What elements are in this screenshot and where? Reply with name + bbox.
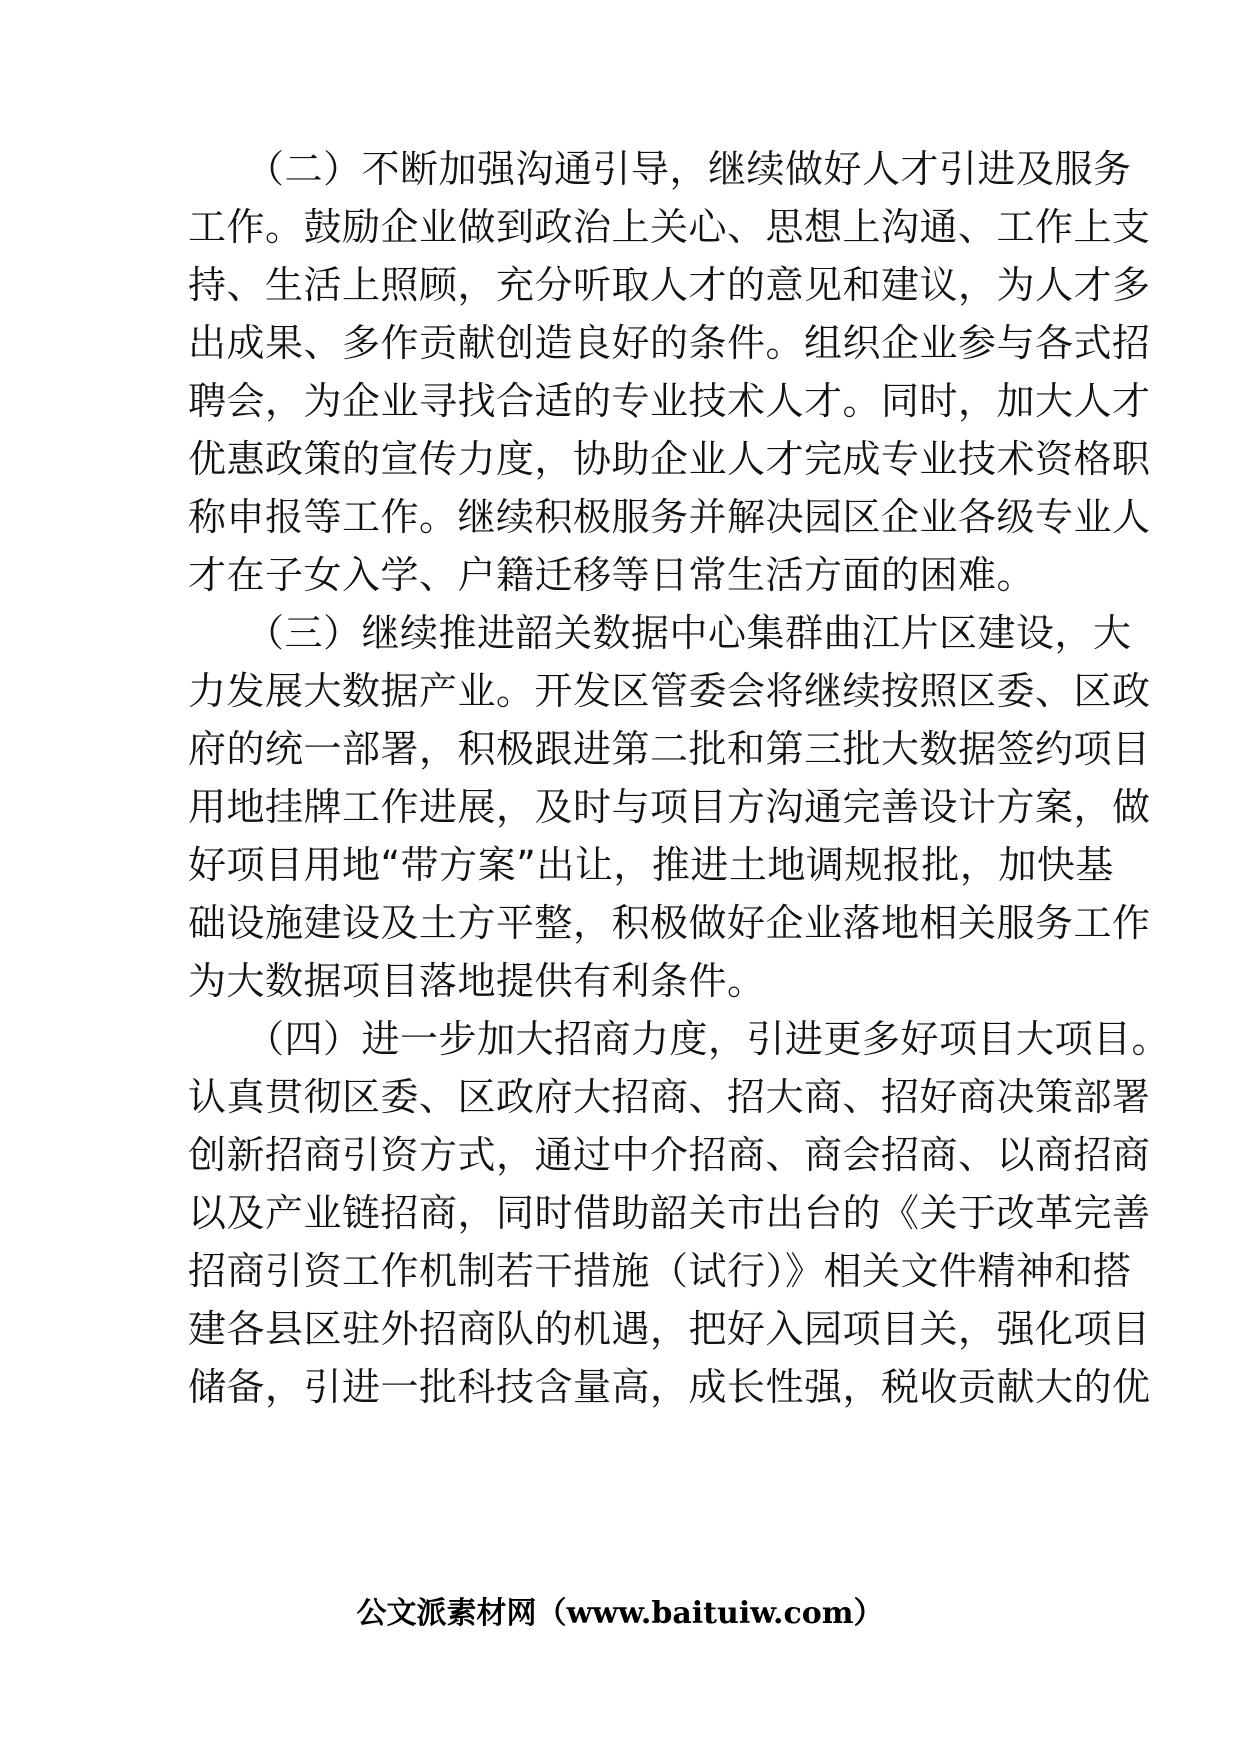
text-line: 创新招商引资方式，通过中介招商、商会招商、以商招商 bbox=[188, 1133, 1151, 1177]
text-line: 招商引资工作机制若干措施（试行）》相关文件精神和搭 bbox=[188, 1249, 1132, 1293]
text-line: 础设施建设及土方平整，积极做好企业落地相关服务工作 bbox=[188, 901, 1151, 945]
text-line: （三）继续推进韶关数据中心集群曲江片区建设，大 bbox=[188, 611, 1132, 655]
text-line: 建各县区驻外招商队的机遇，把好入园项目关，强化项目 bbox=[188, 1307, 1151, 1351]
text-line: （四）进一步加大招商力度，引进更多好项目大项目。 bbox=[188, 1017, 1171, 1061]
text-line: 储备，引进一批科技含量高，成长性强，税收贡献大的优 bbox=[188, 1365, 1151, 1409]
text-line: 称申报等工作。继续积极服务并解决园区企业各级专业人 bbox=[188, 495, 1151, 539]
text-line: 持、生活上照顾，充分听取人才的意见和建议，为人才多 bbox=[188, 263, 1151, 307]
text-line: 工作。鼓励企业做到政治上关心、思想上沟通、工作上支 bbox=[188, 205, 1151, 249]
text-line: 府的统一部署，积极跟进第二批和第三批大数据签约项目 bbox=[188, 727, 1151, 771]
text-line: 出成果、多作贡献创造良好的条件。组织企业参与各式招 bbox=[188, 321, 1151, 365]
text-line: 才在子女入学、户籍迁移等日常生活方面的困难。 bbox=[188, 553, 1036, 597]
footer-watermark-text: 公文派素材网（www.baituiw.com） bbox=[356, 1596, 884, 1631]
text-line: 为大数据项目落地提供有利条件。 bbox=[188, 959, 766, 1003]
text-line: 力发展大数据产业。开发区管委会将继续按照区委、区政 bbox=[188, 669, 1151, 713]
text-line: 用地挂牌工作进展，及时与项目方沟通完善设计方案，做 bbox=[188, 785, 1151, 829]
text-line: 优惠政策的宣传力度，协助企业人才完成专业技术资格职 bbox=[188, 437, 1151, 481]
text-line: （二）不断加强沟通引导，继续做好人才引进及服务 bbox=[188, 147, 1132, 191]
text-line: 认真贯彻区委、区政府大招商、招大商、招好商决策部署 bbox=[188, 1075, 1151, 1119]
text-line: 好项目用地“带方案”出让，推进土地调规报批，加快基 bbox=[188, 843, 1114, 887]
text-line: 聘会，为企业寻找合适的专业技术人才。同时，加大人才 bbox=[188, 379, 1151, 423]
text-line: 以及产业链招商，同时借助韶关市出台的《关于改革完善 bbox=[188, 1191, 1151, 1235]
